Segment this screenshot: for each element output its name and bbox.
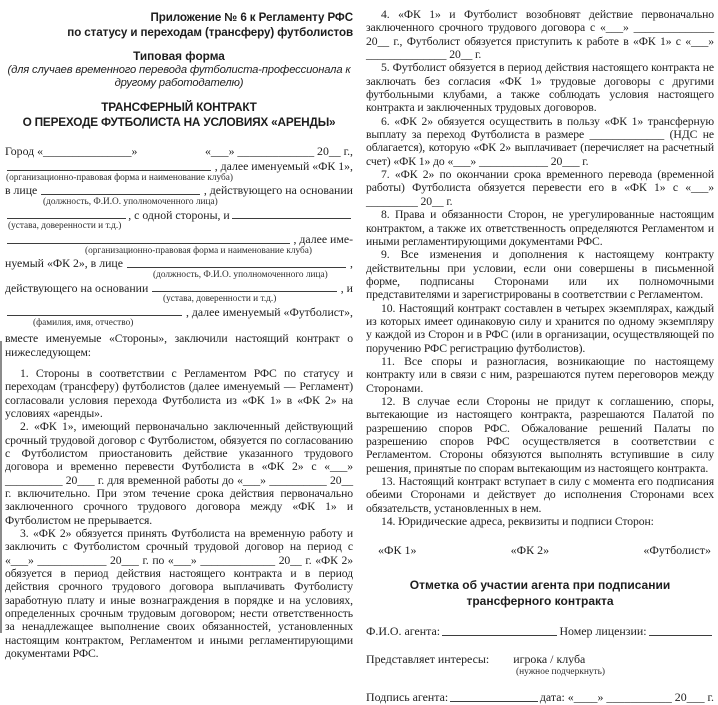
clause-2: 2. «ФК 1», имеющий первоначально заключенный действующий срочный трудовой договор с Футболистом, обязуется по согласованию с Футболистом приостановить действие указанного трудового договора и временно перевести Футболиста в «ФК 2» с «___» __________ 20___ г. для временной работы до «___» __________ 20__ г. включительно. При этом течение срока действия первоначально заключенного срочного трудового договора между «ФК 1» и Футболистом не прерывается. (5, 420, 353, 527)
left-column (5, 6, 353, 674)
party-line-text: нуемый «ФК 2», в лице (5, 256, 123, 271)
party-line-text: в лице (5, 183, 38, 198)
agent-date-field: дата: «____» ___________ 20___ г. (539, 690, 714, 705)
clause-6: 6. «ФК 2» обязуется осуществить в пользу «ФК 1» трансферную выплату за переход Футболиста в размере _____________ (НДС не облагается), которую «ФК 2» выплачивает (перечисляет на расчетный счет) «ФК 1» до «___» ____________ 20___ г. (366, 114, 714, 168)
blank-field-club1-name (7, 170, 211, 171)
form-type-note: (для случаев временного перевода футболиста-профессионала к другому работодателю) (7, 64, 351, 89)
right-column (366, 6, 714, 705)
field-caption: (фамилия, имя, отчество) (33, 318, 134, 329)
clause-4: 4. «ФК 1» и Футболист возобновят действие первоначально заключенного срочного трудового договора с «___» ______________ 20__ г., Футболист обязуется приступить к работе в «ФК 1» с «___» ______________ 20__ г. (366, 8, 714, 62)
blank-field-basis1 (7, 218, 126, 219)
form-type-heading: Типовая форма (133, 49, 225, 63)
signature-party-player: «Футболист» (643, 543, 711, 558)
agent-license-label: Номер лицензии: (559, 624, 647, 639)
blank-field-license-number (649, 635, 712, 636)
blank-field-player-name (7, 315, 182, 316)
document-title-line-2: О ПЕРЕХОДЕ ФУТБОЛИСТА НА УСЛОВИЯХ «АРЕНДЫ» (22, 114, 336, 129)
appendix-line-1: Приложение № 6 к Регламенту РФС (150, 11, 353, 24)
contract-body-right (366, 8, 714, 528)
document-title (5, 100, 353, 129)
agent-represents-label: Представляет интересы: (366, 652, 490, 667)
party-line-text: , далее именуемый «Футболист», (186, 304, 353, 319)
party-line-fk2-name (5, 232, 353, 247)
clause-14: 14. Юридические адреса, реквизиты и подписи Сторон: (381, 515, 654, 529)
blank-field-club2-name (7, 243, 290, 244)
agent-signature-label: Подпись агента: (366, 690, 449, 705)
party-line-text: , (350, 256, 353, 271)
agent-represents-row (366, 652, 714, 667)
party-line-fk2-representative (5, 256, 353, 271)
blank-field-representative1 (41, 194, 200, 195)
blank-field-agent-name (442, 635, 557, 636)
appendix-reference (5, 11, 353, 40)
signatures-row (366, 543, 714, 558)
clause-11: 11. Все споры и разногласия, возникающие по настоящему контракту или в связи с ним, разрешаются путем переговоров между Сторонами. (366, 354, 714, 395)
agent-heading-line-1: Отметка об участии агента при подписании (409, 578, 671, 593)
party-line-text: , и (340, 280, 353, 295)
field-caption: (устава, доверенности и т.д.) (163, 294, 277, 305)
blank-field-agent-signature (450, 701, 538, 702)
field-caption: (организационно-правовая форма и наименование клуба) (85, 245, 312, 256)
party-line-text: действующего на основании (5, 280, 149, 295)
clause-7: 7. «ФК 2» по окончании срока временного перевода (временной работы) Футболиста обязуется перевести его в «ФК 1» с «___» _________ 20__ г. (366, 168, 714, 208)
agent-signature-row (366, 690, 714, 705)
field-caption: (организационно-правовая форма и наименование клуба) (6, 172, 233, 183)
agent-heading-line-2: трансферного контракта (466, 593, 614, 608)
field-caption: (должность, Ф.И.О. уполномоченного лица) (153, 269, 328, 280)
clause-13: 13. Настоящий контракт вступает в силу с момента его подписания обеими Сторонами и действует до исполнения Сторонами всех обязательств, установленных в нем. (366, 475, 714, 515)
clause-8: 8. Права и обязанности Сторон, не урегулированные настоящим контрактом, а также их ответственность определяются Регламентом и иными регламентирующими документами РФС. (366, 208, 714, 248)
party-line-text: , далее име- (293, 232, 353, 247)
blank-field-club2-start (232, 218, 351, 219)
party-line-fk1-representative (5, 183, 353, 198)
party-line-fk1-name (5, 159, 353, 174)
clause-1: 1. Стороны в соответствии с Регламентом РФС по статусу и переходам (трансферу) футболистов (далее именуемый — Регламент) согласовали условия перехода Футболиста из «ФК 1» в «ФК 2» на условиях «аренды». (5, 366, 353, 420)
agent-represents-options: игрока / клуба (513, 652, 586, 667)
clause-3: 3. «ФК 2» обязуется принять Футболиста на временную работу и заключить с Футболистом срочный трудовой договор на период с «___» ____________ 20___ г. по «___» _____________ 20__ г. «ФК 2» обязуется в период действия настоящего контракта и в период действия срочного трудового договора выплачивать Футболисту заработную плату и иные вознаграждения в порядке и на условиях, определенных срочным трудовым договором; нести ответственность за ненадлежащее выполнение своих обязанностей, установленных настоящим контрактом, Регламентом и иными регламентирующими документами РФС. (5, 527, 353, 661)
appendix-line-2: по статусу и переходам (трансферу) футболистов (67, 25, 353, 39)
document-title-line-1: ТРАНСФЕРНЫЙ КОНТРАКТ (101, 100, 257, 115)
clause-10: 10. Настоящий контракт составлен в четырех экземплярах, каждый из которых имеет одинаковую силу и хранится по одному экземпляру у каждой из Сторон и в РФС (или в организации, осуществляющей по поручению РФС регистрацию футболистов). (366, 301, 714, 355)
clause-9: 9. Все изменения и дополнения к настоящему контракту действительны при условии, если они совершены в письменной форме, подписаны Сторонами или их полномочными представителями и зарегистрированы в соответствии с Регламентом. (366, 248, 714, 302)
agent-section-heading (366, 578, 714, 609)
date-field: «___» _____________ 20__ г., (204, 144, 353, 159)
city-field: Город «_______________» (5, 144, 138, 159)
party-line-basis2 (5, 281, 353, 296)
clause-5: 5. Футболист обязуется в период действия настоящего контракта не заключать без согласия «ФК 1» трудовые договоры с другими футбольными клубами, а также соблюдать условия настоящего контракта и заключенных трудовых договоров. (366, 61, 714, 115)
blank-field-representative2 (127, 267, 346, 268)
party-line-text: , действующего на основании (203, 183, 353, 198)
party-line-text: , далее именуемый «ФК 1», (214, 159, 353, 174)
signature-party-fk1: «ФК 1» (378, 543, 417, 558)
agent-name-label: Ф.И.О. агента: (366, 624, 441, 639)
preamble-intro: вместе именуемые «Стороны», заключили настоящий контракт о нижеследующем: (5, 332, 353, 359)
clause-12: 12. В случае если Стороны не придут к соглашению, споры, вытекающие из настоящего контракта, разрешаются Палатой по разрешению споров РФС. Обжалование решений Палаты по разрешению споров РФС осуществляется в соответствии с Регламентом. Стороны обязуются выполнять вступившие в силу решения, принятые по спорам вытекающим из настоящего контракта. (366, 394, 714, 475)
signature-party-fk2: «ФК 2» (510, 543, 550, 558)
blank-field-basis2 (152, 291, 337, 292)
contract-body-left (5, 332, 353, 660)
agent-name-row (366, 624, 714, 639)
party-line-text: , с одной стороны, и (128, 207, 230, 222)
city-date-row (5, 144, 353, 159)
field-caption: (должность, Ф.И.О. уполномоченного лица) (43, 196, 218, 207)
field-caption: (устава, доверенности и т.д.) (8, 221, 122, 232)
scan-edge-artifact (0, 341, 2, 633)
underline-instruction-note: (нужное подчеркнуть) (516, 667, 606, 678)
